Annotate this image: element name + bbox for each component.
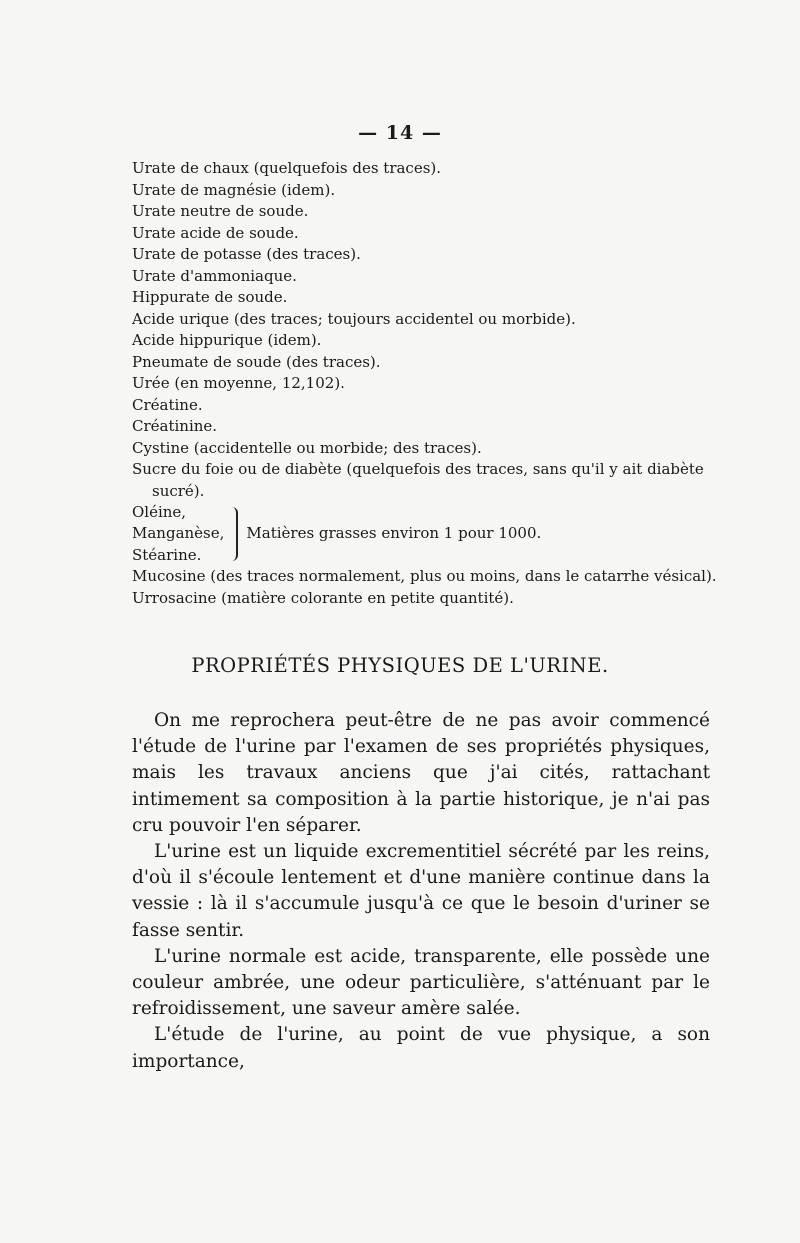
fats-note: Matières grasses environ 1 pour 1000. bbox=[246, 524, 542, 543]
paragraph: L'étude de l'urine, au point de vue physique, a son importance, bbox=[132, 1024, 710, 1072]
page-number: — 14 — bbox=[358, 122, 442, 144]
paragraph: On me reprochera peut-être de ne pas avoir commencé l'étude de l'urine par l'examen de ses propriétés physiques, mais les travaux anciens que j'ai cités, rattachant intimement sa composition à la partie historique, je n'ai pas cru pouvoir l'en séparer. bbox=[132, 710, 710, 836]
list-item: Pneumate de soude (des traces). bbox=[132, 352, 381, 371]
fat-name: Manganèse, bbox=[132, 524, 225, 543]
list-item: Urée (en moyenne, 12,102). bbox=[132, 374, 345, 392]
list-item: Urrosacine (matière colorante en petite quantité). bbox=[132, 588, 514, 607]
fat-name: Oléine, bbox=[132, 502, 187, 521]
list-item: Urate d'ammoniaque. bbox=[132, 266, 297, 285]
paragraph: L'urine normale est acide, transparente, elle possède une couleur ambrée, une odeur particulière, s'atténuant par le refroidissement, une saveur amère salée. bbox=[132, 945, 710, 1020]
paragraph: L'urine est un liquide excrementitiel sécrété par les reins, d'où il s'écoule lentement et d'une manière continue dans la vessie : là il s'accumule jusqu'à ce que le besoin d'uriner se fasse sentir. bbox=[132, 841, 710, 941]
list-item: Urate neutre de soude. bbox=[132, 202, 309, 220]
list-item: Urate de chaux (quelquefois des traces). bbox=[132, 159, 442, 177]
list-item: Acide urique (des traces; toujours accidentel ou morbide). bbox=[132, 309, 576, 328]
list-item: Hippurate de soude. bbox=[132, 288, 288, 306]
list-item: Acide hippurique (idem). bbox=[132, 331, 322, 349]
list-item: Mucosine (des traces normalement, plus ou moins, dans le catarrhe vésical). bbox=[132, 567, 717, 585]
list-item: Urate de potasse (des traces). bbox=[132, 245, 361, 263]
list-item: Créatine. bbox=[132, 395, 203, 414]
list-item: Urate de magnésie (idem). bbox=[132, 180, 336, 199]
composition-list bbox=[132, 158, 717, 609]
list-item: Cystine (accidentelle ou morbide; des traces). bbox=[132, 438, 482, 457]
list-item: Urate acide de soude. bbox=[132, 223, 299, 242]
body-text bbox=[132, 708, 710, 1075]
section-heading: PROPRIÉTÉS PHYSIQUES DE L'URINE. bbox=[191, 654, 609, 677]
fats-names bbox=[132, 502, 224, 567]
fats-group bbox=[132, 502, 712, 566]
brace-icon bbox=[228, 507, 238, 561]
list-item: Créatinine. bbox=[132, 417, 218, 435]
fat-name: Stéarine. bbox=[132, 545, 202, 564]
list-item: Sucre du foie ou de diabète (quelquefois des traces, sans qu'il y ait diabète sucré). bbox=[132, 460, 704, 500]
